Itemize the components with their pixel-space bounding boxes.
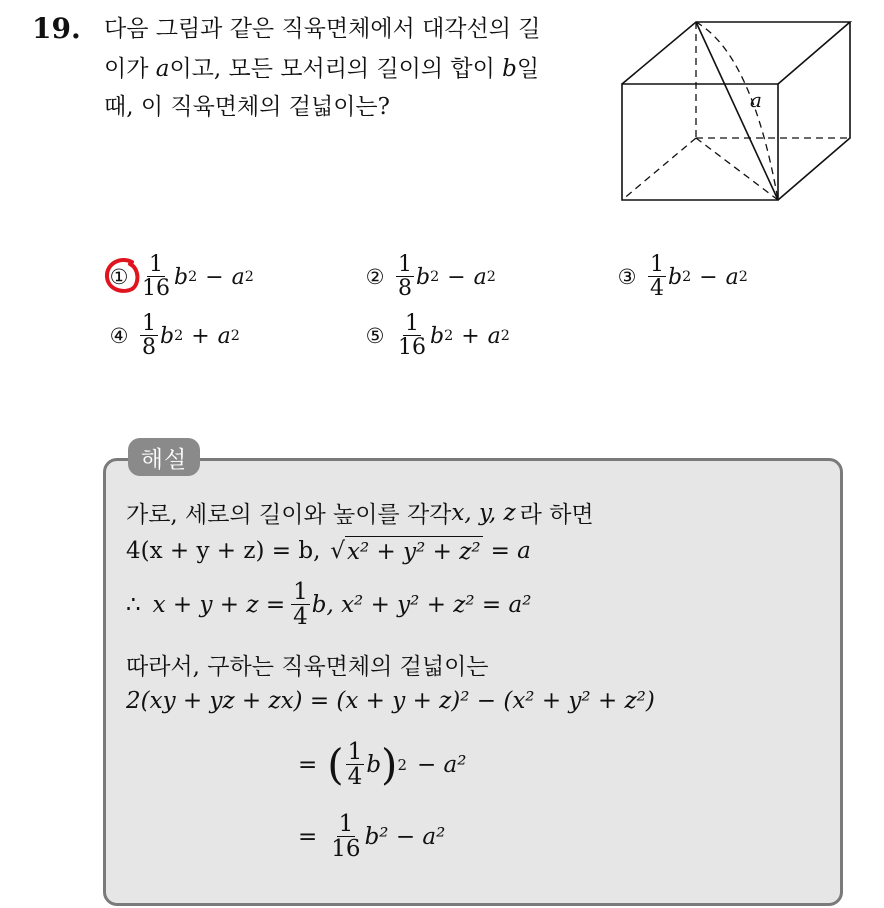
choice-2[interactable]: ② $\frac{1}{8}$ b 2 − a 2 <box>362 253 496 301</box>
solution-eq: x + y + z = <box>152 592 286 619</box>
frac-num: 1 <box>293 579 308 605</box>
solution-text: 라 하면 <box>519 502 594 528</box>
operator: − <box>447 264 466 290</box>
top-face <box>622 22 850 84</box>
operator: − <box>699 264 718 290</box>
choice-number: ② <box>365 265 385 290</box>
hidden-edge <box>696 138 778 200</box>
frac-den: 4 <box>293 604 308 631</box>
choice-3[interactable]: ③ $\frac{1}{4}$ b 2 − a 2 <box>614 253 748 301</box>
cuboid-figure <box>612 14 862 204</box>
var: b <box>416 264 431 290</box>
var-b: b <box>502 56 517 82</box>
frac-den: 16 <box>331 836 361 863</box>
solution-line-5 <box>126 688 655 714</box>
frac-den: 4 <box>347 764 363 791</box>
frac-den: 16 <box>398 335 426 361</box>
question-line-1: 다음 그림과 같은 직육면체에서 대각선의 길 <box>104 16 541 42</box>
solution-line-6: = ( $\frac{1}{4}$ b ) 2 − a² <box>298 739 467 791</box>
solution-eq: = a <box>490 537 531 564</box>
var: b <box>366 752 382 779</box>
var: a <box>725 264 739 290</box>
var: a <box>473 264 487 290</box>
right-paren: ) <box>381 740 398 790</box>
choice-number: ④ <box>109 324 129 349</box>
solution-text: 가로, 세로의 길이와 높이를 각각 <box>126 502 452 528</box>
solution-vars: x, y, z <box>451 499 516 526</box>
frac-num: 1 <box>398 252 412 277</box>
var: a <box>487 323 501 349</box>
solution-eq: b, x² + y² + z² = a² <box>311 592 532 619</box>
var: b <box>160 323 175 349</box>
solution-line-7 <box>298 812 445 862</box>
var: b <box>174 264 189 290</box>
question-text: 이고, 모든 모서리의 길이의 합이 <box>169 56 503 82</box>
var: a <box>231 264 245 290</box>
frac-num: 1 <box>347 739 363 765</box>
fraction <box>140 253 172 301</box>
question-number: 19. <box>32 12 81 45</box>
solution-tag: 해설 <box>128 438 200 476</box>
choice-4[interactable]: ④ $\frac{1}{8}$ b 2 + a 2 <box>106 312 240 360</box>
question-line-2 <box>104 52 539 86</box>
fraction <box>140 312 158 360</box>
choice-number: ① <box>109 265 129 290</box>
left-paren: ( <box>327 740 344 790</box>
fraction <box>396 253 414 301</box>
question-text: 이가 <box>104 56 156 82</box>
fraction <box>396 312 428 360</box>
fraction <box>291 580 310 630</box>
operator: + <box>191 323 210 349</box>
solution-eq: 4(x + y + z) = b, <box>126 537 321 564</box>
fraction <box>329 812 362 862</box>
solution-eq: 2(xy + yz + zx) = (x + y + z)² − (x² + y² + z²) <box>126 688 655 714</box>
diagonal-label: a <box>750 88 762 112</box>
question-line-3: 때, 이 직육면체의 겉넓이는? <box>104 94 390 120</box>
frac-den: 8 <box>398 276 412 302</box>
solution-line-3 <box>126 580 531 630</box>
var-a: a <box>155 56 170 82</box>
therefore-symbol: ∴ <box>126 592 141 619</box>
fraction <box>648 253 666 301</box>
right-face <box>778 22 850 200</box>
solution-line-4: 따라서, 구하는 직육면체의 겉넓이는 <box>126 654 489 680</box>
var: b <box>668 264 683 290</box>
frac-num: 1 <box>149 252 163 277</box>
fraction <box>346 740 365 790</box>
equals-sign: = <box>298 752 318 779</box>
solution-eq: − a² <box>416 752 467 779</box>
var: b <box>430 323 445 349</box>
solution-line-2 <box>126 536 531 565</box>
frac-den: 8 <box>142 335 156 361</box>
sqrt-sign: √ <box>330 537 346 564</box>
choice-1[interactable]: ① $\frac{1}{16}$ b 2 − a 2 <box>106 253 254 301</box>
frac-den: 4 <box>650 276 664 302</box>
frac-den: 16 <box>142 276 170 302</box>
sqrt-body: x² + y² + z² <box>345 536 483 565</box>
operator: + <box>461 323 480 349</box>
var: a <box>217 323 231 349</box>
frac-num: 1 <box>338 811 354 837</box>
diagonal-line <box>696 22 778 200</box>
operator: − <box>205 264 224 290</box>
choice-number: ③ <box>617 265 637 290</box>
solution-line-1 <box>126 496 594 529</box>
frac-num: 1 <box>405 311 419 336</box>
hidden-edge <box>622 138 696 200</box>
choice-number: ⑤ <box>365 324 385 349</box>
question-text: 일 <box>516 56 540 82</box>
frac-num: 1 <box>650 252 664 277</box>
solution-eq: b² − a² <box>364 824 446 851</box>
frac-num: 1 <box>142 311 156 336</box>
equals-sign: = <box>298 824 318 851</box>
choice-5[interactable]: ⑤ $\frac{1}{16}$ b 2 + a 2 <box>362 312 510 360</box>
